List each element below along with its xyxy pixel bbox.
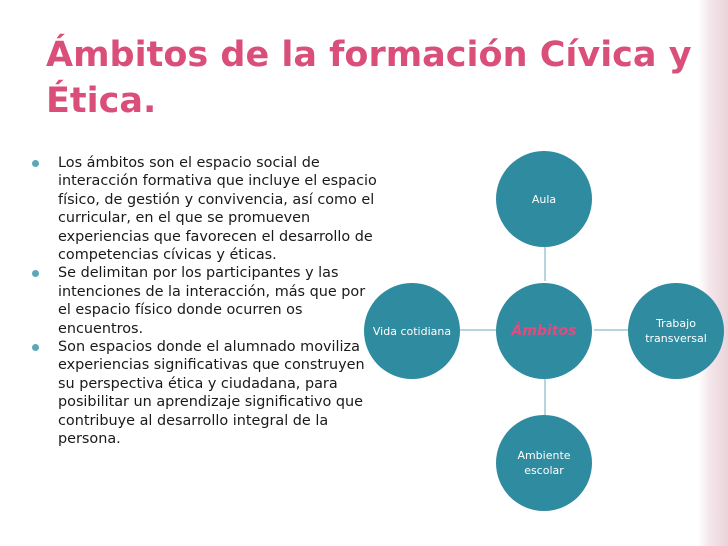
connector-top (544, 247, 546, 281)
node-left (364, 283, 460, 379)
node-center-label: Ámbitos (511, 322, 577, 339)
node-left-label: Vida cotidiana (372, 324, 452, 338)
node-bottom-label: Ambiente escolar (517, 449, 571, 477)
node-right-label: Trabajo transversal (645, 317, 707, 345)
bullet-text: Se delimitan por los participantes y las intenciones de la interacción, más que por el espacio físico donde ocurren os encuentros. (58, 265, 366, 337)
slide-title: Ámbitos de la formación Cívica y Ética. (46, 35, 692, 121)
node-top-label: Aula (531, 192, 557, 206)
connector-right (594, 329, 628, 331)
node-top (496, 151, 592, 247)
bullet-text: Son espacios donde el alumnado moviliza experiencias significativas que construyen su perspectiva ética y ciudadana, para posibilitar un aprendizaje significativo que contribuye al desarrollo integral de la persona. (58, 339, 365, 448)
connector-bottom (544, 379, 546, 415)
node-center (496, 283, 592, 379)
connector-left (460, 329, 496, 331)
bullet-text: Los ámbitos son el espacio social de interacción formativa que incluye el espacio físico, de gestión y convivencia, así como el curricular, en el que se promueven experiencias que favorecen el desarrollo de competencias cívicas y éticas. (58, 155, 377, 264)
node-right (628, 283, 724, 379)
node-bottom (496, 415, 592, 511)
